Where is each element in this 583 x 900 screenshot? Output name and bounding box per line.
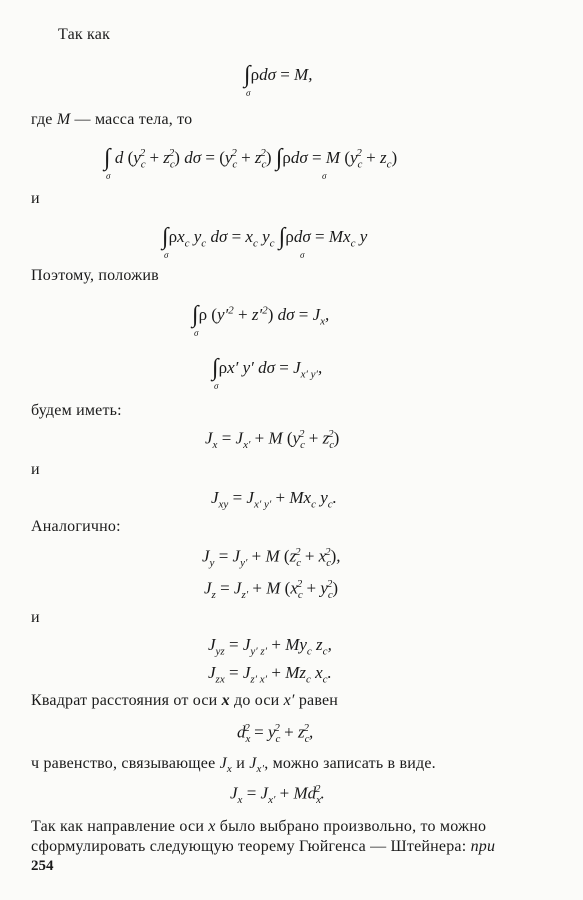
text-line-11: Так как направление оси x было выбрано произвольно, то можно: [31, 818, 487, 835]
equation-12: $d_x^2 = y_c^2 + z_c^2$,: [237, 722, 314, 746]
text-line-8: и: [31, 609, 40, 626]
equation-10: $J_{yz} = J_{y' z'} + My_c$ $z_c$,: [208, 635, 332, 658]
text-line-7: Аналогично:: [31, 518, 121, 535]
text-line-2: где M — масса тела, то: [31, 111, 193, 128]
equation-1: ∫ρdσ = M, σ: [244, 62, 313, 98]
equation-8: $J_y = J_{y'} + M$ $(z_c^2 + x_c^2)$,: [202, 546, 341, 570]
text-line-1: Так как: [58, 26, 111, 43]
text-line-12: сформулировать следующую теорему Гюйгенса — Штейнера: при: [31, 838, 496, 855]
equation-11: $J_{zx} = J_{z' x'} + Mz_c$ $x_c$.: [208, 663, 332, 686]
text-line-9: Квадрат расстояния от оси x до оси x′ равен: [31, 692, 339, 709]
equation-4: ∫ρ $(y'^2 + z'^2) d\sigma = J_x$, σ: [192, 302, 330, 338]
text-line-10: ч равенство, связывающее $J_x$ и $J_{x'}$, можно записать в виде.: [31, 755, 436, 776]
text-line-5: будем иметь:: [31, 402, 122, 419]
equation-2: ∫ d $(y_c^2 + z_c^2) d\sigma = (y_c^2 + z_c^2) \int\rho d\sigma = M$ $(y_c^2 + z_c)$ σ σ: [104, 145, 398, 181]
text-line-3: и: [31, 190, 40, 207]
equation-3: $\int\rho x_c$ $y_c$ $d\sigma = x_c$ $y_c$ $\int\rho d\sigma = Mx_c$ y σ σ: [162, 224, 368, 260]
equation-7: $J_{xy} = J_{x' y'} + Mx_c$ $y_c$.: [211, 488, 337, 511]
equation-6: $J_x = J_{x'} + M$ $(y_c^2 + z_c^2)$: [205, 428, 340, 452]
text-line-4: Поэтому, положив: [31, 267, 159, 284]
equation-5: ∫ρx′ y′ $d\sigma = J_{x' y'}$, σ: [212, 355, 323, 391]
equation-13: $J_x = J_{x'} + Md_x^2$.: [230, 783, 325, 807]
page-number: 254: [31, 858, 54, 874]
text-line-6: и: [31, 461, 40, 478]
equation-9: $J_z = J_{z'} + M$ $(x_c^2 + y_c^2)$: [204, 578, 338, 602]
